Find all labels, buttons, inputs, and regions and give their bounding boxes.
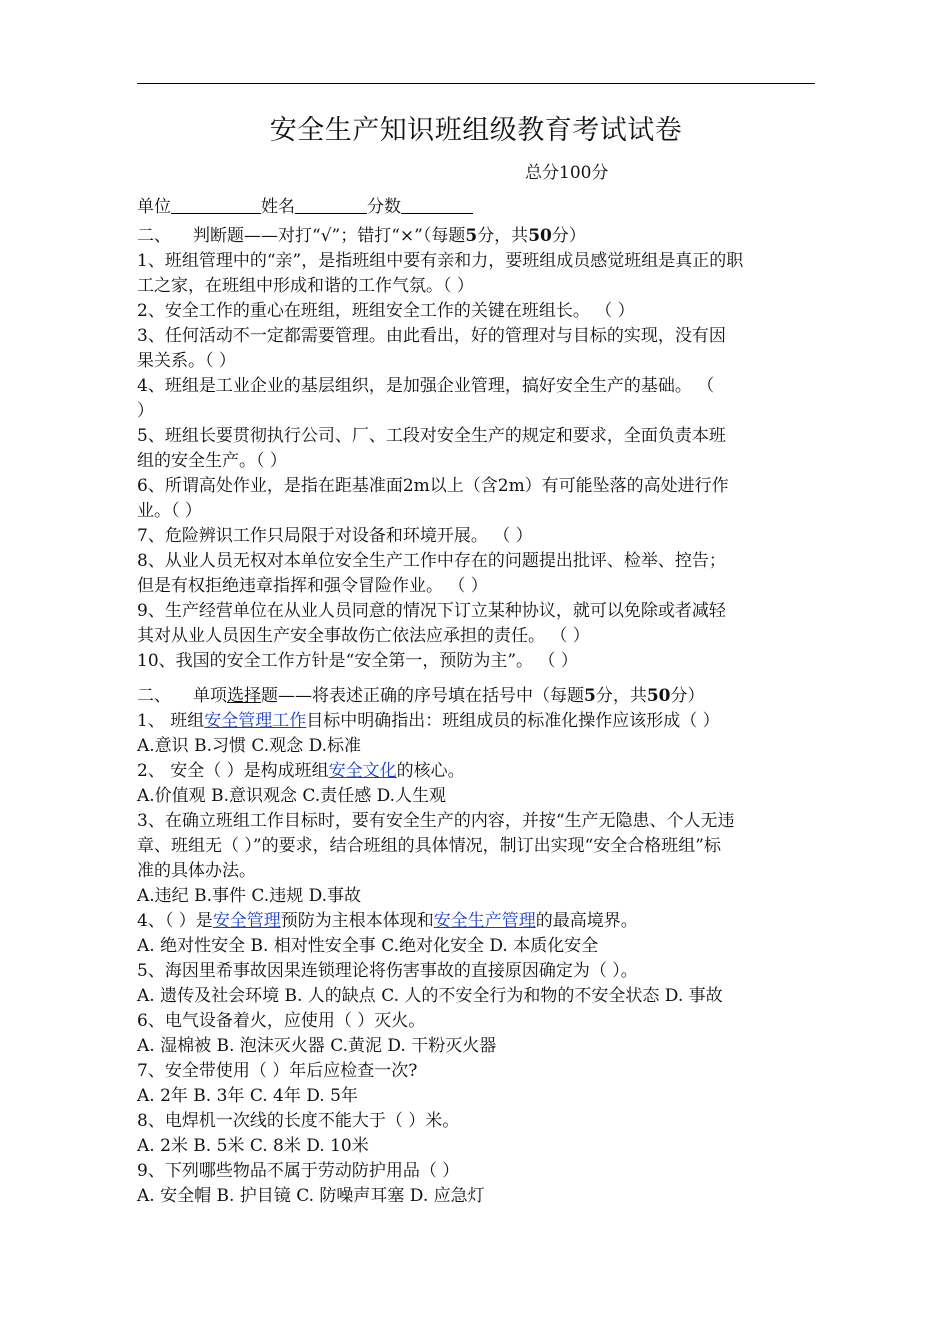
judge-line: 其对从业人员因生产安全事故伤亡依法应承担的责任。 （ ） [137, 626, 590, 646]
judge-line: 业。（ ） [137, 501, 202, 521]
link-safety-culture[interactable]: 安全文化 [328, 761, 397, 781]
choice-question: 6、电气设备着火，应使用（ ）灭火。 [137, 1011, 426, 1031]
judge-line: ） [137, 401, 154, 421]
unit-field[interactable] [171, 196, 261, 214]
choice-question: 2、 安全（ ）是构成班组安全文化的核心。 [137, 761, 465, 781]
choice-options: A. 2米 B. 5米 C. 8米 D. 10米 [137, 1136, 369, 1156]
choice-question: 5、海因里希事故因果连锁理论将伤害事故的直接原因确定为（ ）。 [137, 961, 638, 981]
link-safety-production-management[interactable]: 安全生产管理 [433, 911, 536, 931]
choice-options: A. 湿棉被 B. 泡沫灭火器 C.黄泥 D. 干粉灭火器 [137, 1036, 497, 1056]
page-title: 安全生产知识班组级教育考试试卷 [269, 115, 683, 146]
judge-line: 2、安全工作的重心在班组，班组安全工作的关键在班组长。 （ ） [137, 301, 635, 321]
choice-options: A.违纪 B.事件 C.违规 D.事故 [137, 886, 362, 906]
total-score: 总分100分 [525, 163, 609, 183]
judge-line: 工之家，在班组中形成和谐的工作气氛。（ ） [137, 276, 474, 296]
choice-question: 4、（ ）是安全管理预防为主根本体现和安全生产管理的最高境界。 [137, 911, 638, 931]
section-heading-choice: 二、 单项选择题——将表述正确的序号填在括号中（每题5分，共50分） [137, 686, 705, 706]
choice-options: A. 安全帽 B. 护目镜 C. 防噪声耳塞 D. 应急灯 [137, 1186, 485, 1206]
unit-label: 单位 [137, 197, 171, 217]
link-safety-management-work[interactable]: 安全管理工作 [204, 711, 307, 731]
judge-line: 6、所谓高处作业，是指在距基准面2m以上（含2m）有可能坠落的高处进行作 [137, 476, 729, 496]
choice-question: 1、 班组安全管理工作目标中明确指出：班组成员的标准化操作应该形成（ ） [137, 711, 720, 731]
judge-line: 8、从业人员无权对本单位安全生产工作中存在的问题提出批评、检举、控告； [137, 551, 726, 571]
choice-question: 准的具体办法。 [137, 861, 256, 881]
name-label: 姓名 [261, 197, 295, 217]
judge-line: 4、班组是工业企业的基层组织，是加强企业管理，搞好安全生产的基础。 （ [137, 376, 715, 396]
choice-question: 8、电焊机一次线的长度不能大于（ ）米。 [137, 1111, 460, 1131]
exam-body [137, 224, 815, 1209]
judge-line: 10、我国的安全工作方针是“安全第一，预防为主”。 （ ） [137, 651, 578, 671]
judge-line: 果关系。（ ） [137, 351, 236, 371]
judge-line: 7、危险辨识工作只局限于对设备和环境开展。 （ ） [137, 526, 533, 546]
judge-line: 3、任何活动不一定都需要管理。由此看出，好的管理对与目标的实现，没有因 [137, 326, 726, 346]
judge-line: 5、班组长要贯彻执行公司、厂、工段对安全生产的规定和要求，全面负责本班 [137, 426, 726, 446]
choice-options: A. 2年 B. 3年 C. 4年 D. 5年 [137, 1086, 358, 1106]
header-rule [137, 83, 815, 84]
judge-line: 但是有权拒绝违章指挥和强令冒险作业。 （ ） [137, 576, 488, 596]
info-row [137, 192, 473, 217]
choice-options: A. 遗传及社会环境 B. 人的缺点 C. 人的不安全行为和物的不安全状态 D. 事故 [137, 986, 723, 1006]
judge-line: 9、生产经营单位在从业人员同意的情况下订立某种协议，就可以免除或者减轻 [137, 601, 726, 621]
choice-question: 7、安全带使用（ ）年后应检查一次? [137, 1061, 418, 1081]
score-label: 分数 [367, 197, 401, 217]
choice-question: 3、在确立班组工作目标时，要有安全生产的内容，并按“生产无隐患、个人无违 [137, 811, 735, 831]
judge-line: 1、班组管理中的“亲”，是指班组中要有亲和力，要班组成员感觉班组是真正的职 [137, 251, 744, 271]
choice-question: 章、班组无（ ）”的要求，结合班组的具体情况，制订出实现“安全合格班组”标 [137, 836, 721, 856]
choice-options: A.意识 B.习惯 C.观念 D.标准 [137, 736, 362, 756]
judge-line: 组的安全生产。（ ） [137, 451, 287, 471]
choice-question: 9、下列哪些物品不属于劳动防护用品（ ） [137, 1161, 460, 1181]
score-field[interactable] [401, 196, 473, 214]
section-heading-judge: 二、 判断题——对打“√”；错打“×”（每题5分，共50分） [137, 226, 586, 246]
name-field[interactable] [295, 196, 367, 214]
choice-options: A. 绝对性安全 B. 相对性安全事 C.绝对化安全 D. 本质化安全 [137, 936, 599, 956]
choice-options: A.价值观 B.意识观念 C.责任感 D.人生观 [137, 786, 447, 806]
link-safety-management[interactable]: 安全管理 [212, 911, 281, 931]
